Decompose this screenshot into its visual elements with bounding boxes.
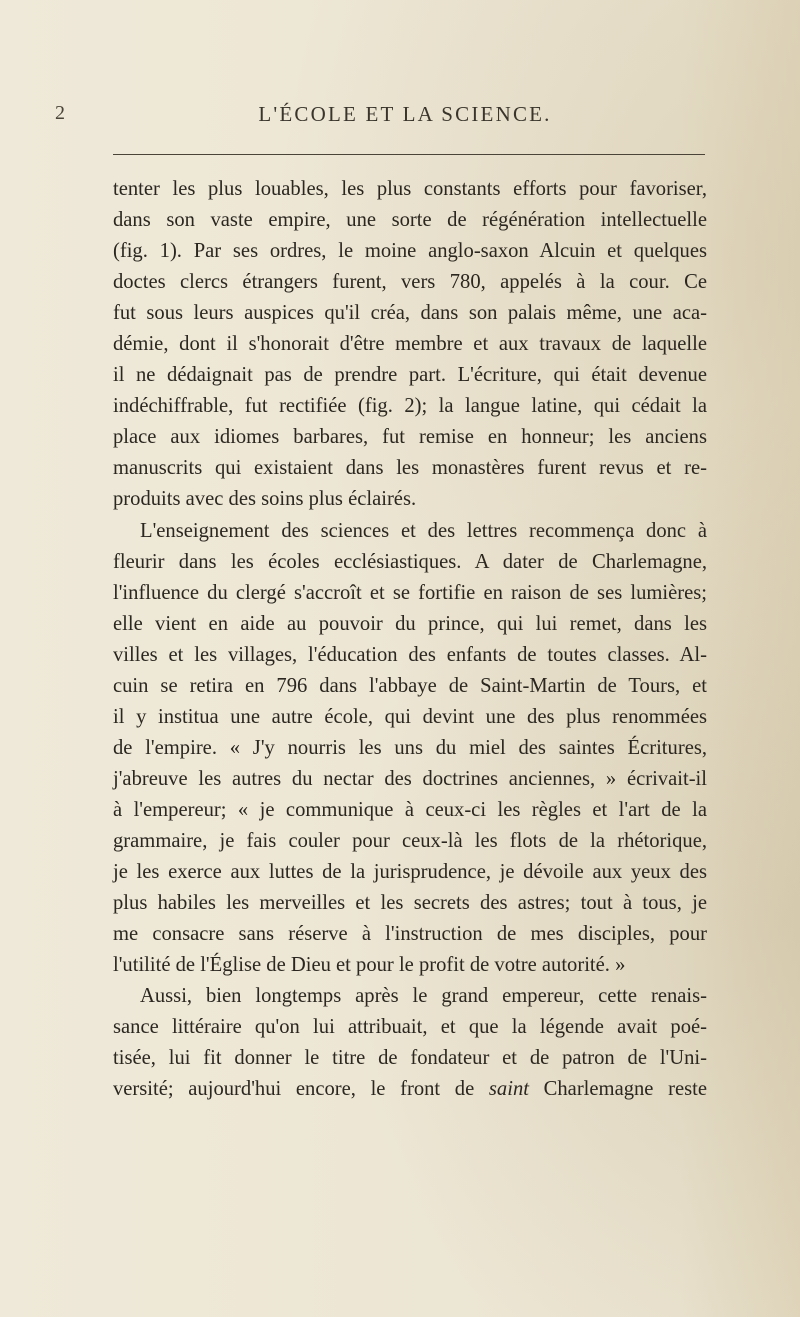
paragraph-3 [113, 981, 707, 1105]
page-number: 2 [55, 102, 65, 124]
paragraph-2 [113, 516, 707, 982]
paragraph-1 [113, 174, 707, 516]
text-line: doctes clercs étrangers furent, vers 780, appelés à la cour. Ce [113, 271, 707, 294]
text-line: dans son vaste empire, une sorte de régénération intellectuelle [113, 209, 707, 232]
header-rule [113, 154, 705, 155]
text-line: cuin se retira en 796 dans l'abbaye de Saint-Martin de Tours, et [113, 674, 707, 697]
text-line: grammaire, je fais couler pour ceux-là les flots de la rhétorique, [113, 829, 707, 852]
text-line: tisée, lui fit donner le titre de fondateur et de patron de l'Uni- [113, 1047, 707, 1070]
text-fragment: versité; aujourd'hui encore, le front de [113, 1078, 489, 1101]
text-line: sance littéraire qu'on lui attribuait, et que la légende avait poé- [113, 1016, 707, 1039]
text-line: l'influence du clergé s'accroît et se fortifie en raison de ses lumières; [113, 581, 707, 604]
text-line: j'abreuve les autres du nectar des doctrines anciennes, » écrivait-il [113, 767, 707, 790]
text-line: l'utilité de l'Église de Dieu et pour le profit de votre autorité. » [113, 954, 626, 977]
text-line: fut sous leurs auspices qu'il créa, dans son palais même, une aca- [113, 302, 707, 325]
italic-word: saint [488, 1078, 529, 1101]
body-text [113, 174, 707, 1105]
text-line: villes et les villages, l'éducation des enfants de toutes classes. Al- [113, 643, 707, 666]
text-line: manuscrits qui existaient dans les monastères furent revus et re- [113, 457, 707, 480]
text-line: me consacre sans réserve à l'instruction de mes disciples, pour [113, 923, 707, 946]
page-header [55, 102, 755, 142]
text-line: démie, dont il s'honorait d'être membre et aux travaux de laquelle [113, 333, 707, 356]
text-line-last [113, 1074, 707, 1105]
text-line: je les exerce aux luttes de la jurisprudence, je dévoile aux yeux des [113, 861, 707, 884]
text-line: de l'empire. « J'y nourris les uns du miel des saintes Écritures, [113, 736, 707, 759]
text-line: (fig. 1). Par ses ordres, le moine anglo-saxon Alcuin et quelques [113, 240, 707, 263]
text-line: elle vient en aide au pouvoir du prince, qui lui remet, dans les [113, 612, 707, 635]
text-line: L'enseignement des sciences et des lettres recommença donc à [140, 519, 707, 542]
text-line: produits avec des soins plus éclairés. [113, 488, 417, 511]
text-fragment: Charlemagne reste [528, 1078, 707, 1101]
text-line: tenter les plus louables, les plus constants efforts pour favoriser, [113, 178, 707, 200]
text-line: il y institua une autre école, qui devint une des plus renommées [113, 705, 707, 728]
text-line: place aux idiomes barbares, fut remise en honneur; les anciens [113, 426, 707, 449]
text-line: à l'empereur; « je communique à ceux-ci les règles et l'art de la [113, 798, 707, 821]
text-line: il ne dédaignait pas de prendre part. L'écriture, qui était devenue [113, 364, 707, 387]
text-line: plus habiles les merveilles et les secrets des astres; tout à tous, je [113, 892, 707, 915]
running-title: L'ÉCOLE ET LA SCIENCE. [258, 102, 552, 126]
text-line: Aussi, bien longtemps après le grand empereur, cette renais- [140, 985, 707, 1008]
text-line: indéchiffrable, fut rectifiée (fig. 2); la langue latine, qui cédait la [113, 395, 707, 418]
text-line: fleurir dans les écoles ecclésiastiques. A dater de Charlemagne, [113, 550, 707, 573]
